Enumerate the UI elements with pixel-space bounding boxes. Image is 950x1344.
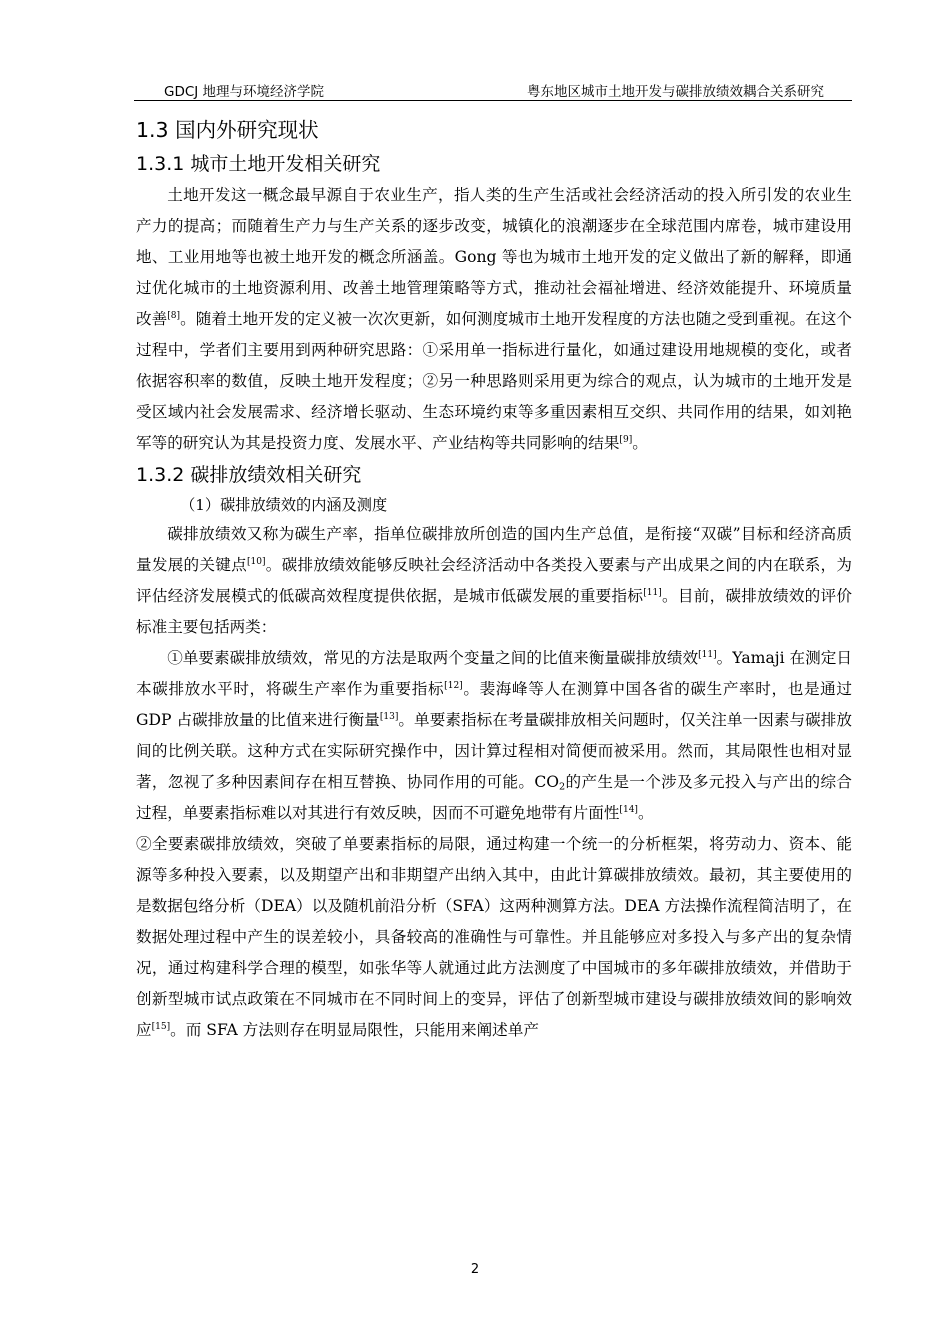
citation: [11]: [643, 588, 662, 599]
page-number: 2: [470, 1262, 480, 1277]
text-run: 碳排放绩效又称为碳生产率，指单位碳排放所创造的国内生产总值，是衔接“双碳”目标和经济高质量发展的关键点: [136, 525, 852, 574]
list-heading-connotation: （1）碳排放绩效的内涵及测度: [180, 496, 388, 514]
text-run: 。: [637, 804, 654, 822]
text-run: ②全要素碳排放绩效，突破了单要素指标的局限，通过构建一个统一的分析框架，将劳动力、资本、能源等多种投入要素，以及期望产出和非期望产出纳入其中，由此计算碳排放绩效。最初，其主要使用的是数据包络分析（DEA）以及随机前沿分析（SFA）这两种测算方法。DEA 方法操作流程简洁明了，在数据处理过程中产生的误差较小，具备较高的准确性与可靠性。并且能够应对多投入与多产出的复杂情况，通过构建科学合理的模型，如张华等人就通过此方法测度了中国城市的多年碳排放绩效，并借助于创新型城市试点政策在不同城市在不同时间上的变异，评估了创新型城市建设与碳排放绩效间的影响效应: [136, 835, 852, 1039]
text-run: ①单要素碳排放绩效，常见的方法是取两个变量之间的比值来衡量碳排放绩效: [167, 649, 699, 667]
citation: [11]: [698, 650, 717, 661]
running-header: [134, 78, 852, 101]
paragraph-land-development: [136, 180, 852, 459]
page-body: [136, 112, 852, 1046]
citation: [12]: [444, 681, 463, 692]
section-heading-1-3: 1.3 国内外研究现状: [136, 118, 319, 142]
header-thesis-title: 粤东地区城市土地开发与碳排放绩效耦合关系研究: [527, 84, 824, 100]
text-run: 土地开发这一概念最早源自于农业生产，指人类的生产生活或社会经济活动的投入所引发的农业生产力的提高；而随着生产力与生产关系的逐步改变，城镇化的浪潮逐步在全球范围内席卷，城市建设用地、工业用地等也被土地开发的概念所涵盖。Gong 等也为城市土地开发的定义做出了新的解释，即通过优化城市的土地资源利用、改善土地管理策略等方式，推动社会福祉增进、经济效能提升、环境质量改善: [136, 186, 852, 328]
text-run: 。: [632, 434, 648, 452]
header-college-name: GDCJ 地理与环境经济学院: [164, 84, 325, 100]
citation: [14]: [619, 805, 638, 816]
text-run: 。单要素指标在考量碳排放相关问题时，仅关注单一因素与碳排放间的比例关联。这种方式在实际研究操作中，因计算过程相对简便而被采用。然而，其局限性也相对显著，忽视了多种因素间存在相互替换、协同作用的可能。CO: [136, 711, 852, 791]
text-run: 。随着土地开发的定义被一次次更新，如何测度城市土地开发程度的方法也随之受到重视。在这个过程中，学者们主要用到两种研究思路：①采用单一指标进行量化，如通过建设用地规模的变化，或者依据容积率的数值，反映土地开发程度；②另一种思路则采用更为综合的观点，认为城市的土地开发是受区域内社会发展需求、经济增长驱动、生态环境约束等多重因素相互交织、共同作用的结果，如刘艳军等的研究认为其是投资力度、发展水平、产业结构等共同影响的结果: [136, 310, 852, 452]
text-run: 。而 SFA 方法则存在明显局限性，只能用来阐述单产: [170, 1021, 539, 1039]
text-run: 。裴海峰等人在测算中国各省的碳生产率时，也是通过 GDP 占碳排放量的比值来进行衡量: [136, 680, 852, 729]
text-run: 。Yamaji 在测定日本碳排放水平时，将碳生产率作为重要指标: [136, 649, 852, 698]
subsection-heading-1-3-1: 1.3.1 城市土地开发相关研究: [136, 153, 381, 175]
subsection-heading-1-3-2: 1.3.2 碳排放绩效相关研究: [136, 464, 362, 486]
citation: [15]: [151, 1022, 171, 1033]
text-run: 的产生是一个涉及多元投入与产出的综合过程，单要素指标难以对其进行有效反映，因而不可避免地带有片面性: [136, 773, 852, 822]
subscript-2: 2: [559, 781, 566, 793]
text-run: 。碳排放绩效能够反映社会经济活动中各类投入要素与产出成果之间的内在联系，为评估经济发展模式的低碳高效程度提供依据，是城市低碳发展的重要指标: [136, 556, 852, 605]
citation: [13]: [379, 712, 399, 723]
paragraph-single-factor: [136, 643, 852, 829]
citation: [9]: [619, 435, 633, 446]
paragraph-carbon-performance-definition: [136, 519, 852, 643]
paragraph-total-factor: [136, 829, 852, 1046]
text-run: 。目前，碳排放绩效的评价标准主要包括两类：: [136, 587, 852, 636]
citation: [8]: [167, 311, 181, 322]
citation: [10]: [246, 557, 266, 568]
